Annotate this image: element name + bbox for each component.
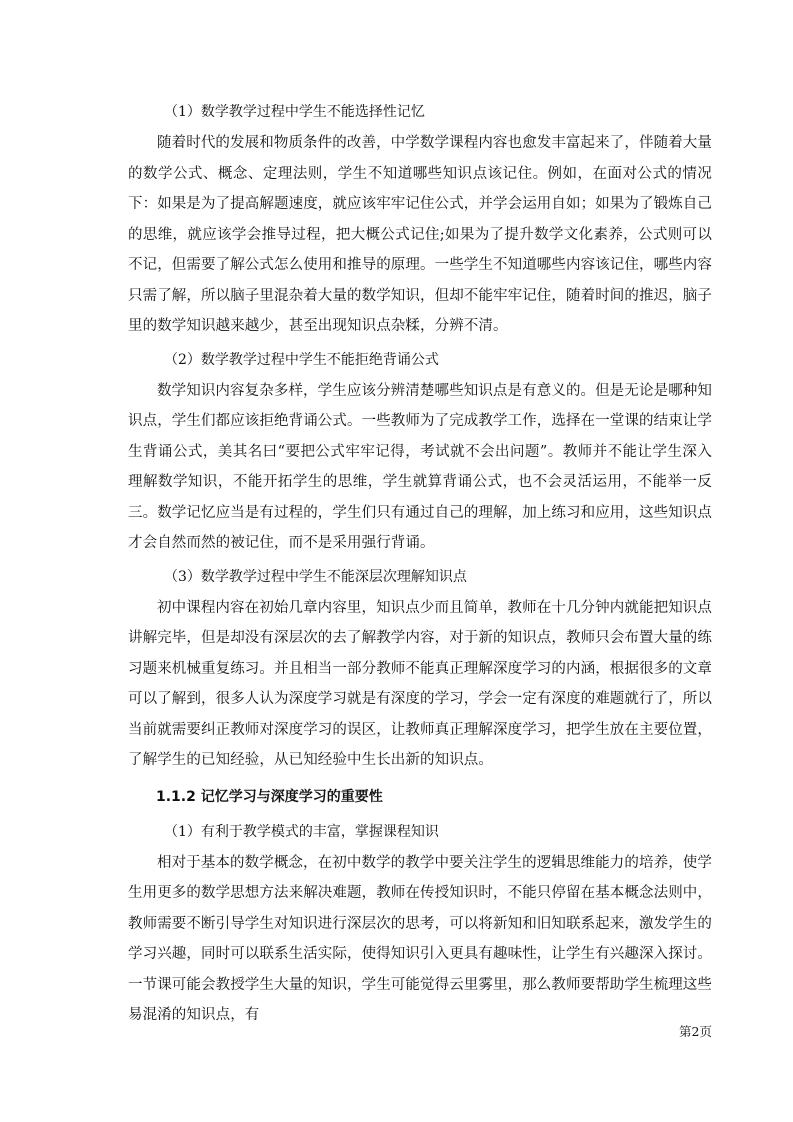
subsection-title-1: （1）数学教学过程中学生不能选择性记忆: [164, 104, 425, 120]
paragraph-2: 数学知识内容复杂多样，学生应该分辨清楚哪些知识点是有意义的。但是无论是哪种知识点，学生们都应该拒绝背诵公式。一些教师为了完成教学工作，选择在一堂课的结束让学生背诵公式，美其名曰“要把公式牢牢记得，考试就不会出问题”。教师并不能让学生深入理解数学知识，不能开拓学生的思维，学生就算背诵公式，也不会灵活运用，不能举一反三。数学记忆应当是有过程的，学生们只有通过自己的理解，加上练习和应用，这些知识点才会自然而然的被记住，而不是采用强行背诵。: [128, 382, 712, 551]
paragraph-4: 相对于基本的数学概念，在初中数学的教学中要关注学生的逻辑思维能力的培养，使学生用更多的数学思想方法来解决难题，教师在传授知识时，不能只停留在基本概念法则中，教师需要不断引导学生对知识进行深层次的思考，可以将新知和旧知联系起来，激发学生的学习兴趣，同时可以联系生活实际，使得知识引入更具有趣味性，让学生有兴趣深入探讨。一节课可能会教授学生大量的知识，学生可能觉得云里雾里，那么教师要帮助学生梳理这些易混淆的知识点，有: [128, 854, 712, 1023]
page-body: [128, 96, 712, 1031]
subsection-title-2: （2）数学教学过程中学生不能拒绝背诵公式: [164, 351, 439, 368]
page-number: 第2页: [679, 1024, 712, 1039]
subsection-title-3: （3）数学教学过程中学生不能深层次理解知识点: [164, 568, 467, 585]
paragraph-3: 初中课程内容在初始几章内容里，知识点少而且简单，教师在十几分钟内就能把知识点讲解完毕，但是却没有深层次的去了解教学内容，对于新的知识点，教师只会布置大量的练习题来机械重复练习。并且相当一部分教师不能真正理解深度学习的内涵，根据很多的文章可以了解到，很多人认为深度学习就是有深度的学习，学会一定有深度的难题就行了，所以当前就需要纠正教师对深度学习的误区，让教师真正理解深度学习，把学生放在主要位置，了解学生的已知经验，从已知经验中生长出新的知识点。: [128, 599, 712, 768]
section-heading: 1.1.2 记忆学习与深度学习的重要性: [156, 788, 383, 805]
subsection-title-4: （1）有利于教学模式的丰富，掌握课程知识: [164, 823, 439, 840]
paragraph-1: 随着时代的发展和物质条件的改善，中学数学课程内容也愈发丰富起来了，伴随着大量的数学公式、概念、定理法则，学生不知道哪些知识点该记住。例如，在面对公式的情况下：如果是为了提高解题速度，就应该牢牢记住公式，并学会运用自如；如果为了锻炼自己的思维，就应该学会推导过程，把大概公式记住;如果为了提升数学文化素养，公式则可以不记，但需要了解公式怎么使用和推导的原理。一些学生不知道哪些内容该记住，哪些内容只需了解，所以脑子里混杂着大量的数学知识，但却不能牢牢记住，随着时间的推迟，脑子里的数学知识越来越少，甚至出现知识点杂糅，分辨不清。: [128, 135, 712, 334]
